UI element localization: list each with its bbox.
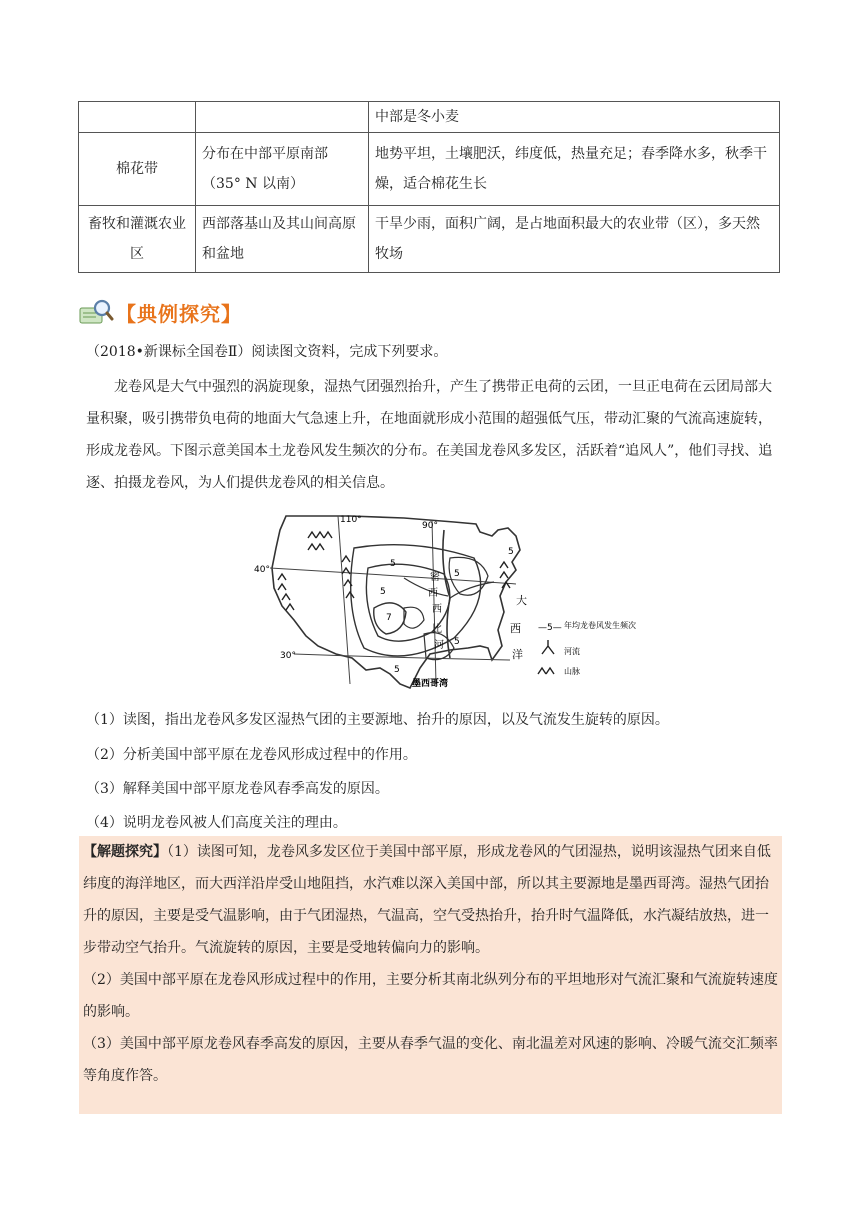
legend-label: 年均龙卷风发生频次 [564, 621, 636, 630]
answer-paragraph-3: （3）美国中部平原龙卷风春季高发的原因，主要从春季气温的变化、南北温差对风速的影响、冷暖气流交汇频率等角度作答。 [83, 1036, 778, 1084]
table-cell: 畜牧和灌溉农业区 [79, 206, 196, 273]
question-3: （3）解释美国中部平原龙卷风春季高发的原因。 [86, 781, 389, 797]
legend-symbol: —5— [538, 623, 562, 633]
answer-paragraph-1 [79, 836, 782, 964]
table-cell: 中部是冬小麦 [369, 102, 780, 133]
legend-label: 山脉 [564, 667, 580, 676]
lat-label: 30° [280, 651, 296, 661]
river-legend-icon [542, 640, 554, 654]
us-outline [272, 516, 520, 688]
table-cell: 西部落基山及其山间高原和盆地 [196, 206, 369, 273]
source-line: （2018•新课标全国卷Ⅱ）阅读图文资料，完成下列要求。 [86, 344, 448, 360]
table-cell: 干旱少雨，面积广阔，是占地面积最大的农业带（区），多天然牧场 [369, 206, 780, 273]
ocean-label: 西 [510, 622, 521, 635]
section-heading [78, 296, 242, 328]
mountain-legend-icon [538, 668, 554, 674]
answer-box [79, 836, 782, 1114]
question-2: （2）分析美国中部平原在龙卷风形成过程中的作用。 [86, 747, 417, 763]
legend-label: 河流 [564, 647, 580, 656]
river-label: 西 [428, 588, 438, 599]
river-label: 河 [434, 640, 444, 651]
river-label: 比 [432, 624, 442, 635]
lon-label: 110° [340, 515, 362, 525]
intro-paragraph: 龙卷风是大气中强烈的涡旋现象，湿热气团强烈抬升，产生了携带正电荷的云团，一旦正电荷在云团局部大量积聚，吸引携带负电荷的地面大气急速上升，在地面就形成小范围的超强低气压，带动汇聚的气流高速旋转，形成龙卷风。下图示意美国本土龙卷风发生频次的分布。在美国龙卷风多发区，活跃着“追风人”，他们寻找、追逐、拍摄龙卷风，为人们提供龙卷风的相关信息。 [86, 379, 773, 491]
table-cell: 地势平坦，土壤肥沃，纬度低，热量充足；春季降水多，秋季干燥，适合棉花生长 [369, 133, 780, 206]
question-1: （1）读图，指出龙卷风多发区湿热气团的主要源地、抬升的原因，以及气流发生旋转的原因。 [86, 712, 669, 728]
map-legend [538, 620, 636, 676]
ocean-label: 大 [516, 594, 527, 607]
agriculture-table [78, 101, 780, 273]
contour-label: 5 [390, 559, 396, 569]
river-label: 西 [432, 604, 442, 615]
lat-label: 40° [254, 565, 270, 575]
table-cell [196, 102, 369, 133]
lon-label: 90° [422, 521, 438, 531]
table-cell: 棉花带 [79, 133, 196, 206]
contour-label: 5 [394, 665, 400, 675]
question-4: （4）说明龙卷风被人们高度关注的理由。 [86, 815, 347, 831]
table-cell [79, 102, 196, 133]
table-row [79, 133, 780, 206]
table-cell: 分布在中部平原南部（35° N 以南） [196, 133, 369, 206]
tornado-frequency-map [254, 508, 640, 704]
contour-label: 5 [508, 547, 514, 557]
magnifier-icon [78, 298, 114, 326]
contour-label: 7 [386, 613, 392, 623]
answer-paragraph-2: （2）美国中部平原在龙卷风形成过程中的作用，主要分析其南北纵列分布的平坦地形对气流汇聚和气流旋转速度的影响。 [83, 972, 778, 1020]
contour-label: 5 [380, 587, 386, 597]
contour-label: 5 [454, 637, 460, 647]
river-label: 密 [430, 572, 440, 583]
answer-text: （1）读图可知，龙卷风多发区位于美国中部平原，形成龙卷风的气团湿热，说明该湿热气团来自低纬度的海洋地区，而大西洋沿岸受山地阻挡，水汽难以深入美国中部，所以其主要源地是墨西哥湾。湿热气团抬升的原因，主要是受气温影响，由于气团湿热，气温高，空气受热抬升，抬升时气温降低，水汽凝结放热，进一步带动空气抬升。气流旋转的原因，主要是受地转偏向力的影响。 [83, 844, 771, 956]
table-row [79, 206, 780, 273]
table-row [79, 102, 780, 133]
answer-lead: 【解题探究】 [83, 844, 167, 860]
contour-label: 5 [454, 569, 460, 579]
ocean-label: 洋 [512, 648, 523, 661]
gulf-label: 墨西哥湾 [412, 679, 449, 689]
section-title: 【典例探究】 [116, 301, 242, 326]
